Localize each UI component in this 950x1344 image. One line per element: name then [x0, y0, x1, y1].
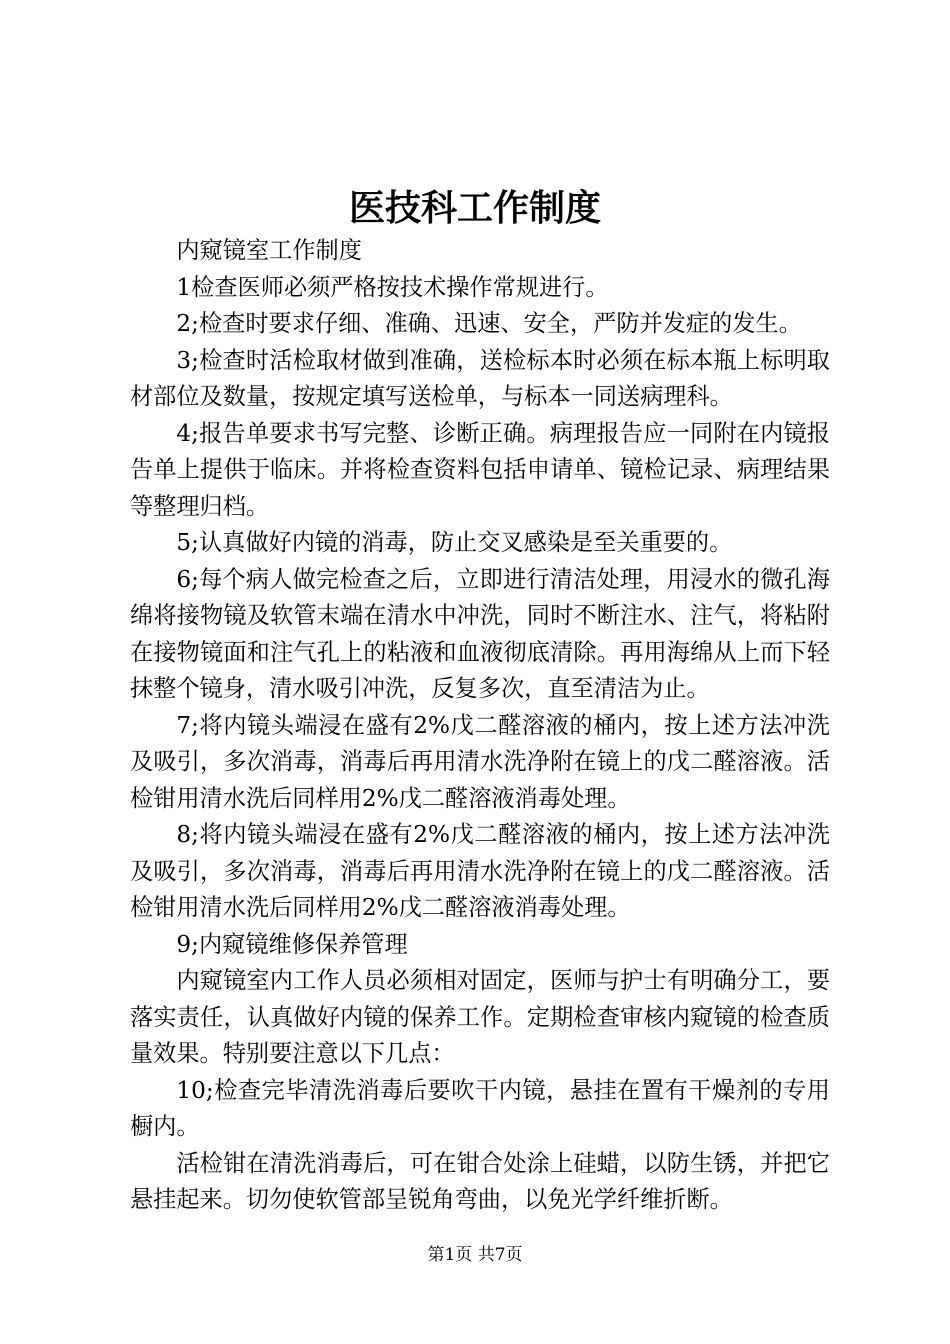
paragraph: 内窥镜室内工作人员必须相对固定，医师与护士有明确分工，要落实责任，认真做好内镜的保养工作。定期检查审核内窥镜的检查质量效果。特别要注意以下几点：	[130, 967, 830, 1067]
paragraph: 活检钳在清洗消毒后，可在钳合处涂上硅蜡，以防生锈，并把它悬挂起来。切勿使软管部呈锐角弯曲，以免光学纤维折断。	[130, 1149, 830, 1213]
paragraph: 9;内窥镜维修保养管理	[176, 930, 408, 958]
paragraph: 4;报告单要求书写完整、诊断正确。病理报告应一同附在内镜报告单上提供于临床。并将检查资料包括申请单、镜检记录、病理结果等整理归档。	[130, 419, 830, 520]
document-body	[130, 233, 830, 1219]
paragraph: 2;检查时要求仔细、准确、迅速、安全，严防并发症的发生。	[176, 310, 802, 337]
paragraph: 7;将内镜头端浸在盛有2%戊二醛溶液的桶内，按上述方法冲洗及吸引，多次消毒，消毒后再用清水洗净附在镜上的戊二醛溶液。活检钳用清水洗后同样用2%戊二醛溶液消毒处理。	[130, 711, 830, 812]
paragraph: 1检查医师必须严格按技术操作常规进行。	[176, 273, 609, 301]
paragraph: 3;检查时活检取材做到准确，送检标本时必须在标本瓶上标明取材部位及数量，按规定填写送检单，与标本一同送病理科。	[130, 346, 830, 410]
paragraph: 10;检查完毕清洗消毒后要吹干内镜，悬挂在置有干燥剂的专用橱内。	[130, 1076, 830, 1140]
paragraph: 5;认真做好内镜的消毒，防止交叉感染是至关重要的。	[176, 529, 733, 556]
page-title: 医技科工作制度	[348, 187, 601, 229]
page-number-footer: 第1页 共7页	[427, 1245, 523, 1265]
paragraph: 6;每个病人做完检查之后，立即进行清洁处理，用浸水的微孔海绵将接物镜及软管末端在清水中冲洗，同时不断注水、注气，将粘附在接物镜面和注气孔上的粘液和血液彻底清除。再用海绵从上而下轻抹整个镜身，清水吸引冲洗，反复多次，直至清洁为止。	[130, 565, 830, 702]
section-heading: 内窥镜室工作制度	[176, 237, 362, 264]
paragraph: 8;将内镜头端浸在盛有2%戊二醛溶液的桶内，按上述方法冲洗及吸引，多次消毒，消毒后再用清水洗净附在镜上的戊二醛溶液。活检钳用清水洗后同样用2%戊二醛溶液消毒处理。	[130, 821, 830, 921]
